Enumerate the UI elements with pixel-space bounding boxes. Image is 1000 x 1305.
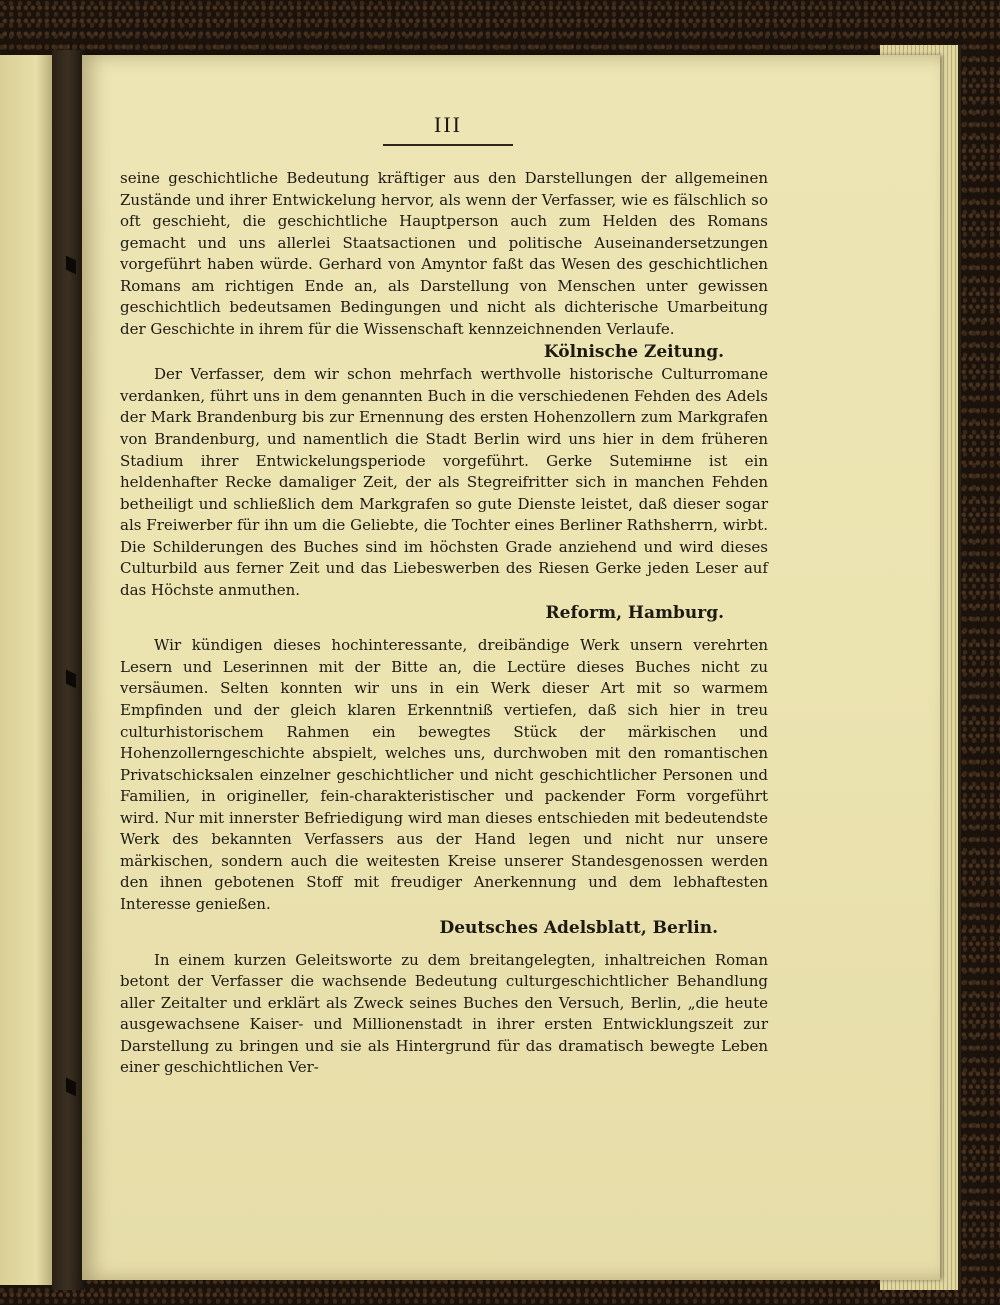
- review-source: Reform, Hamburg.: [545, 603, 724, 624]
- review-paragraph: Der Verfasser, dem wir schon mehrfach werthvolle historische Culturromane verdanken, führt uns in dem genannten Buch in die verschiedenen Fehden des Adels der Mark Brandenburg bis zur Ernennung des ersten Hohenzollern zum Markgrafen von Brandenburg, und namentlich die Stadt Berlin wird uns hier in dem früheren Stadium ihrer Entwickelungsperiode vorgeführt. Gerke Sutemінne ist ein heldenhafter Recke damaliger Zeit, der als Stegreifritter sich in manchen Fehden betheiligt und schließlich dem Markgrafen so gute Dienste leistet, daß dieser sogar als Freiwerber für ihn um die Geliebte, die Tochter eines Berliner Rathsherrn, wirbt. Die Schilderungen des Buches sind im höchsten Grade anziehend und wird dieses Culturbild aus ferner Zeit und das Liebeswerben des Riesen Gerke jeden Leser auf das Höchste anmuthen.: [120, 365, 768, 599]
- review-paragraph: In einem kurzen Geleitsworte zu dem breitangelegten, inhaltreichen Roman betont der Verfasser die wachsende Bedeutung culturgeschichtlicher Behandlung aller Zeitalter und erklärt als Zweck seines Buches den Versuch, Berlin, „die heute ausgewachsene Kaiser- und Millionenstadt in ihrer ersten Entwicklungszeit zur Darstellung zu bringen und sie als Hintergrund für das dramatisch bewegte Leben einer geschichtlichen Ver-: [120, 950, 768, 1077]
- facing-page-edge: [0, 55, 54, 1285]
- review-source: Deutsches Adelsblatt, Berlin.: [439, 917, 718, 938]
- review-paragraph: Wir kündigen dieses hochinteressante, dreibändige Werk unsern verehrten Lesern und Leserinnen mit der Bitte an, die Lectüre dieses Buches nicht zu versäumen. Selten konnten wir uns in ein Werk dieser Art mit so warmem Empfinden und der gleich klaren Erkenntniß vertiefen, daß sich hier in treu culturhistorischem Rahmen ein bewegtes Stück der märkischen und Hohenzollerngeschichte abspielt, welches uns, durchwoben mit den romantischen Privatschicksalen einzelner geschichtlicher und nicht geschichtlicher Personen und Familien, in origineller, fein-charakteristischer und packender Form vorgeführt wird. Nur mit innerster Befriedigung wird man dieses entschieden mit bedeutendste Werk des bekannten Verfassers aus der Hand legen und nicht nur unsere märkischen, sondern auch die weitesten Kreise unserer Standesgenossen werden den ihnen gebotenen Stoff mit freudiger Anerkennung und dem lebhaftesten Interesse genießen.: [120, 636, 768, 913]
- review-excerpts: [120, 168, 768, 1079]
- page-number: III: [434, 112, 462, 137]
- review-source: Kölnische Zeitung.: [543, 342, 724, 363]
- spacer: [120, 625, 768, 635]
- review-paragraph: seine geschichtliche Bedeutung kräftiger aus den Darstellungen der allgemeinen Zustände und ihrer Entwickelung hervor, als wenn der Verfasser, wie es fälschlich so oft geschieht, die geschichtliche Hauptperson auch zum Helden des Romans gemacht und uns allerlei Staatsactionen und politische Auseinandersetzungen vorgeführt haben würde. Gerhard von Amyntor faßt das Wesen des geschichtlichen Romans am richtigen Ende an, als Darstellung von Menschen unter gewissen geschichtlich bedeutsamen Bedingungen und nicht als dichterische Umarbeitung der Geschichte in ihrem für die Wissenschaft kennzeichnenden Verlaufe.: [120, 169, 768, 338]
- page-number-rule: [383, 144, 513, 146]
- spacer: [120, 940, 768, 950]
